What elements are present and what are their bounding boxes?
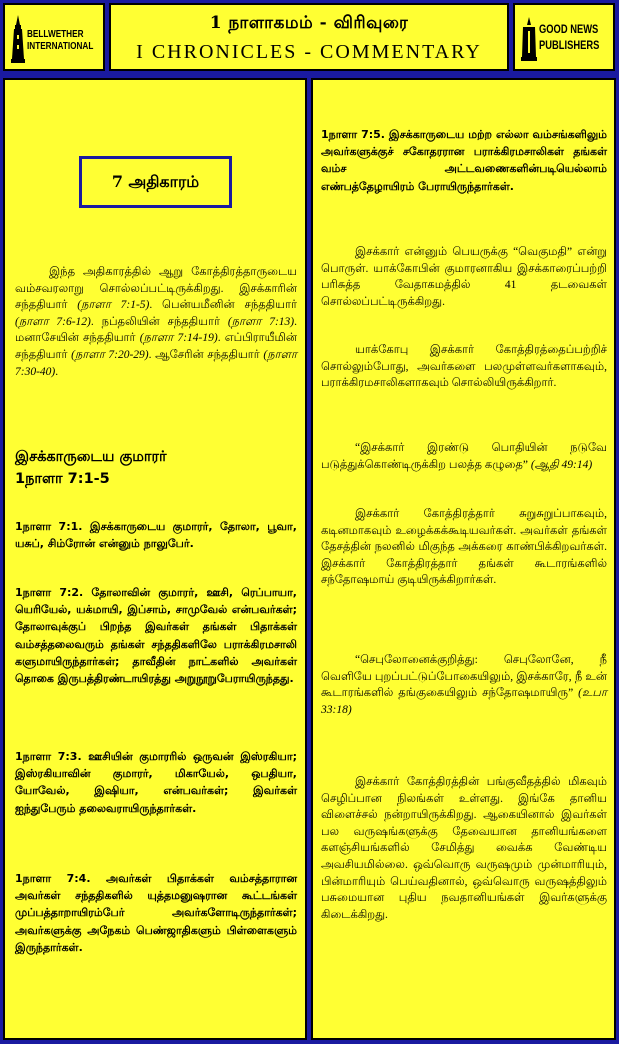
good-news-logo-box [513, 3, 615, 71]
section-title: இசக்காருடைய குமாரர் [15, 449, 167, 465]
commentary-paragraph: இசக்கார் கோத்திரத்தின் பங்குவீதத்தில் மிகவும் செழிப்பான நிலங்கள் உள்ளது. இங்கே தானிய விளைச்சல் நன்றாயிருக்கிறது. ஆகையினால் இவர்கள் பல வருஷங்களுக்கு தேவையான தானியங்களை களஞ்சியங்களில் சேமித்து வைக்க வேண்டிய அவசியமில்லை. ஒவ்வொரு வருஷமும் முன்மாரியும், பின்மாரியும் பெய்வதினால், ஒவ்வொரு வருஷத்திலும் பசுமையான புதிய நவதானியங்கள் இவர்களுக்கு கிடைக்கிறது. [321, 776, 607, 921]
reference: (உபா 33:18) [321, 687, 607, 716]
reference: (ஆதி 49:14) [530, 458, 593, 471]
quote-text: “இசக்கார் இரண்டு பொதியின் நடுவே படுத்துக்கொண்டிருக்கிற பலத்த கழுதை” [321, 442, 607, 471]
title-tamil: 1 நாளாகமம் - விரிவுரை [209, 13, 409, 33]
verse-7-3: 1நாளா 7:3. ஊசியின் குமாரரில் ஒருவன் இஸ்ரகியா; இஸ்ரகியாவின் குமாரர், மிகாயேல், ஒபதியா, யோவேல், இஷியா, என்பவர்கள்; இவர்கள் ஐந்துபேரும் தலைவராயிருந்தார்கள். [15, 750, 297, 815]
commentary-paragraph: இசக்கார் என்னும் பெயருக்கு “வெகுமதி” என்று பொருள். யாக்கோபின் குமாரனாகிய இசக்காரைப்பற்றி பரிசுத்த வேதாகமத்தில் 41 தடவைகள் சொல்லப்பட்டிருக்கிறது. [321, 246, 607, 308]
left-column [3, 78, 307, 1040]
bellwether-logo-text [27, 29, 93, 53]
intro-text: இந்த அதிகாரத்தில் ஆறு கோத்திரத்தாருடைய வம்சவரலாறு சொல்லப்பட்டிருக்கிறது. இசக்காரின் சந்ததியார் [15, 266, 297, 312]
intro-text: . [55, 365, 59, 378]
reference: (நாளா 7:6-12) [15, 315, 91, 328]
verse-7-4: 1நாளா 7:4. அவர்கள் பிதாக்கள் வம்சத்தாரான அவர்கள் சந்ததிகளில் யுத்தமனுஷரான கூட்டங்கள் முப்பத்தாறாயிரம்பேர் அவர்களோடிருந்தார்கள்; அவர்களுக்கு அநேகம் பெண்ஜாதிகளும் பிள்ளைகளும் இருந்தார்கள். [15, 872, 297, 954]
verse-7-2: 1நாளா 7:2. தோலாவின் குமாரர், ஊசி, ரெப்பாயா, யெரியேல், யக்மாயி, இப்சாம், சாமுவேல் என்பவர்கள்; தோலாவுக்குப் பிறந்த இவர்கள் தங்கள் பிதாக்கள் வம்சத்தலைவரும் தங்கள் சந்ததிகளிலே பராக்கிரமசாலி களுமாயிருந்தார்கள்; தாவீதின் நாட்களில் அவர்கள் தொகை இருபத்திரண்டாயிரத்து அறுநூறுபேராயிருந்தது. [15, 586, 297, 686]
reference: (நாளா 7:13) [227, 315, 295, 328]
logo-line-2: PUBLISHERS [539, 38, 600, 52]
logo-line-2: INTERNATIONAL [27, 41, 94, 52]
bellwether-logo [11, 15, 101, 63]
chapter-box [79, 156, 232, 208]
logo-line-1: BELLWETHER [27, 29, 84, 40]
section-ref: 1நாளா 7:1-5 [15, 471, 110, 487]
reference: (நாளா 7:30-40) [15, 348, 297, 378]
intro-text: . நப்தலியின் சந்ததியார் [90, 315, 228, 328]
reference: (நாளா 7:14-19) [139, 332, 218, 345]
intro-text: . மனாசேயின் சந்ததியார் [15, 315, 297, 345]
header-title-box [109, 3, 509, 71]
verse-7-5: 1நாளா 7:5. இசக்காருடைய மற்ற எல்லா வம்சங்களிலும் அவர்களுக்குச் சகோதரரான பராக்கிரமசாலிகள் தங்கள் வம்ச அட்டவணைகளின்படியெல்லாம் எண்பத்தேழாயிரம் பேராயிருந்தார்கள். [321, 128, 607, 193]
tower-icon [11, 15, 25, 63]
intro-paragraph [15, 264, 297, 380]
reference: (நாளா 7:20-29) [71, 348, 149, 361]
title-english: I CHRONICLES - COMMENTARY [136, 41, 482, 63]
quote-text: “செபுலோனைக்குறித்து: செபுலோனே, நீ வெளியே புறப்பட்டுப்போகையிலும், இசக்காரே, நீ உன் கூடாரங்களில் தங்குகையிலும் சந்தோஷமாயிரு” [321, 654, 607, 700]
good-news-logo-text [539, 21, 599, 53]
logo-line-1: GOOD NEWS [539, 22, 599, 36]
quote-paragraph [321, 440, 607, 473]
section-heading [15, 446, 295, 490]
chapter-title: 7 அதிகாரம் [111, 171, 200, 191]
bellwether-logo-box [3, 3, 105, 71]
intro-text: . எப்பிராயீமின் சந்ததியார் [15, 332, 297, 361]
reference: (நாளா 7:1-5) [77, 299, 150, 312]
right-column [311, 78, 616, 1040]
commentary-paragraph: இசக்கார் கோத்திரத்தார் சுறுசுறுப்பாகவும், கடினமாகவும் உழைக்கக்கூடியவர்கள். அவர்கள் தங்கள் தேசத்தின் நலனில் மிகுந்த அக்கரை காண்பிக்கிறவர்கள். இசக்கார் கோத்திரத்தார் தங்கள் கூடாரங்களில் சந்தோஷமாய் குடியிருக்கிறார்கள். [321, 508, 607, 587]
verse-7-1: 1நாளா 7:1. இசக்காருடைய குமாரர், தோலா, பூவா, யசுப், சிம்ரோன் என்னும் நாலுபேர். [15, 520, 297, 551]
good-news-logo [521, 15, 611, 63]
intro-text: . ஆசேரின் சந்ததியார் [148, 348, 264, 361]
book-icon [521, 17, 537, 61]
intro-text: . பென்யமீனின் சந்ததியார் [149, 299, 297, 312]
quote-paragraph [321, 652, 607, 718]
commentary-paragraph: யாக்கோபு இசக்கார் கோத்திரத்தைப்பற்றிச் சொல்லும்போது, அவர்களை பலமுள்ளவர்களாகவும், பராக்கிரமசாலிகளாகவும் சொல்லியிருக்கிறார். [321, 344, 607, 390]
